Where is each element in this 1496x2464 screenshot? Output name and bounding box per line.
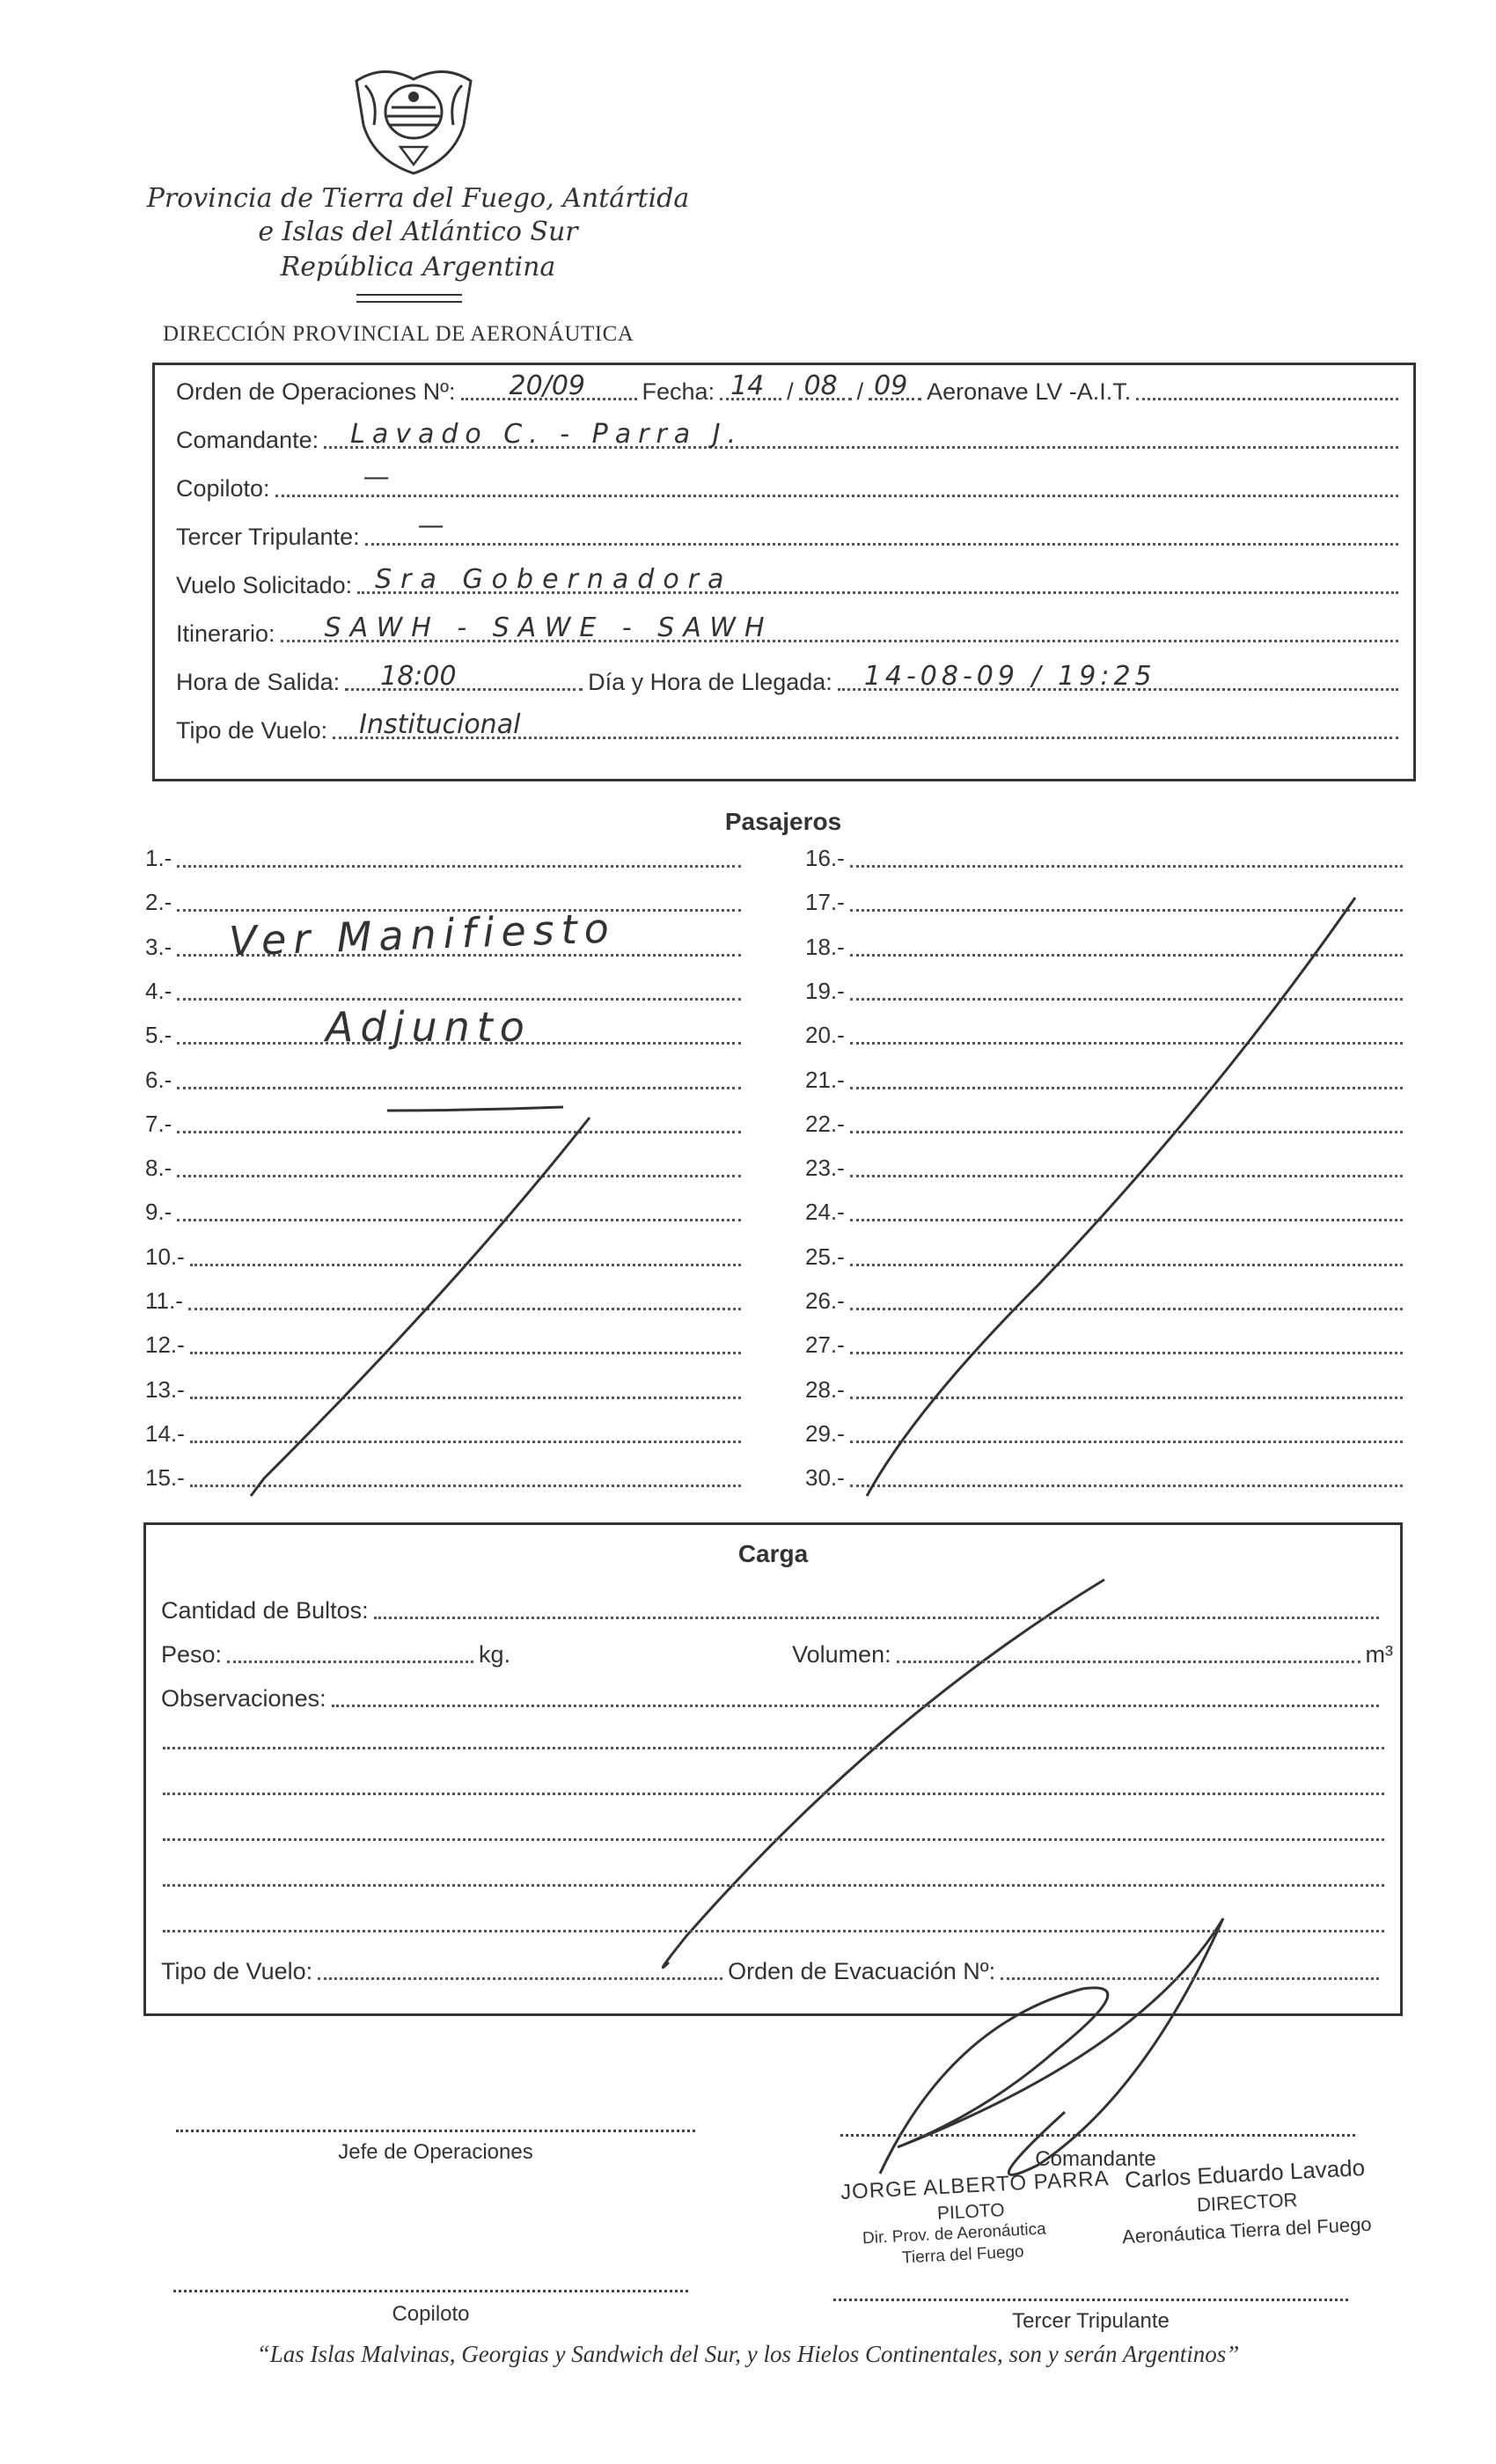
observaciones-label: Observaciones: <box>161 1685 326 1712</box>
observaciones-row <box>161 1681 1384 1712</box>
passenger-number: 2.- <box>145 889 172 916</box>
passenger-name-line <box>190 1485 741 1487</box>
orden-value: 20/09 <box>509 370 585 401</box>
comandante-signature-line <box>840 2134 1355 2137</box>
header-rule <box>356 301 462 303</box>
stamp-director-org: Aeronáutica Tierra del Fuego <box>1121 2212 1373 2248</box>
passenger-name-line <box>177 1131 741 1133</box>
peso-unit: kg. <box>479 1641 511 1668</box>
passenger-row <box>805 1331 1408 1359</box>
vuelo-value: Sra Gobernadora <box>375 564 733 595</box>
province-line-1: Provincia de Tierra del Fuego, Antártida <box>146 183 690 214</box>
passenger-name-line <box>850 909 1403 912</box>
tercer-signature-line <box>833 2299 1348 2301</box>
passenger-row <box>145 978 746 1005</box>
passenger-row <box>145 1287 746 1315</box>
passenger-name-line <box>850 1219 1403 1221</box>
passenger-row <box>805 1067 1408 1094</box>
passenger-row <box>805 1199 1408 1226</box>
passenger-row <box>145 1420 746 1448</box>
passenger-name-line <box>188 1308 741 1310</box>
passenger-row <box>805 934 1408 961</box>
itinerario-label: Itinerario: <box>176 620 275 647</box>
itinerario-row <box>176 612 1404 648</box>
passenger-number: 8.- <box>145 1155 172 1182</box>
passenger-name-line <box>850 1264 1403 1266</box>
stamp-director-name: Carlos Eduardo Lavado <box>1124 2153 1366 2194</box>
passenger-name-line <box>177 1087 741 1089</box>
passenger-name-line <box>190 1397 741 1399</box>
volumen-unit: m³ <box>1365 1641 1393 1668</box>
stamp-piloto-name: JORGE ALBERTO PARRA <box>840 2167 1111 2204</box>
pasajeros-title: Pasajeros <box>724 808 842 835</box>
passenger-number: 15.- <box>145 1464 185 1492</box>
passenger-name-line <box>850 954 1403 957</box>
footer-motto: “Las Islas Malvinas, Georgias y Sandwich del Sur, y los Hielos Continentales, son y serán Argentinos” <box>256 2341 1240 2367</box>
peso-volumen-row <box>161 1637 1393 1668</box>
passenger-number: 6.- <box>145 1066 172 1093</box>
comandante-label: Comandante <box>1035 2147 1156 2171</box>
tipo-vuelo-value: Institucional <box>359 709 521 740</box>
evac-label: Orden de Evacuación Nº: <box>728 1958 996 1984</box>
passenger-number: 25.- <box>805 1243 845 1270</box>
passenger-row <box>805 1376 1408 1404</box>
aeronave-label: Aeronave LV -A.I.T. <box>927 378 1132 405</box>
passenger-name-line <box>190 1352 741 1354</box>
copiloto-label: Copiloto <box>392 2302 470 2326</box>
passenger-row <box>145 1376 746 1404</box>
passenger-number: 20.- <box>805 1022 845 1049</box>
horas-row <box>176 661 1404 696</box>
passenger-row <box>805 1287 1408 1315</box>
stamp-piloto-org2: Tierra del Fuego <box>901 2242 1025 2268</box>
passenger-name-line <box>177 1175 741 1177</box>
coat-of-arms-seal <box>348 63 480 178</box>
passenger-row <box>805 1243 1408 1271</box>
stamp-director-role: DIRECTOR <box>1196 2189 1299 2216</box>
passenger-number: 19.- <box>805 977 845 1004</box>
passenger-number: 30.- <box>805 1464 845 1492</box>
passenger-name-line <box>850 1087 1403 1089</box>
comandante-value: Lavado C. - Parra J. <box>350 419 744 450</box>
passenger-number: 16.- <box>805 845 845 871</box>
province-line-2: e Islas del Atlántico Sur <box>258 216 578 247</box>
passenger-row <box>145 1111 746 1138</box>
passenger-name-line <box>850 1308 1403 1310</box>
passenger-row <box>805 1464 1408 1492</box>
passenger-name-line <box>850 1441 1403 1443</box>
passenger-note-line1: Ver Manifiesto <box>228 904 617 965</box>
comandante-label: Comandante: <box>176 427 319 453</box>
vuelo-row <box>176 564 1404 599</box>
passenger-number: 13.- <box>145 1375 185 1403</box>
passenger-row <box>805 1155 1408 1182</box>
copiloto-signature-line <box>173 2290 688 2292</box>
carga-tipo-label: Tipo de Vuelo: <box>161 1958 313 1984</box>
passenger-number: 29.- <box>805 1419 845 1447</box>
passenger-row <box>145 1067 746 1094</box>
passenger-number: 24.- <box>805 1199 845 1226</box>
tercer-row <box>176 510 1404 551</box>
passenger-name-line <box>850 998 1403 1001</box>
llegada-value: 14-08-09 / 19:25 <box>863 661 1156 692</box>
tipo-vuelo-label: Tipo de Vuelo: <box>176 717 328 744</box>
tercer-label: Tercer Tripulante <box>1012 2309 1170 2333</box>
passenger-row <box>805 1022 1408 1049</box>
passenger-row <box>805 845 1408 872</box>
tipo-evac-row <box>161 1954 1384 1985</box>
header-rule <box>356 294 462 296</box>
passenger-number: 11.- <box>145 1287 183 1314</box>
passenger-number: 9.- <box>145 1199 172 1226</box>
fecha-year: 09 <box>874 370 908 401</box>
passenger-row <box>805 1111 1408 1138</box>
fecha-label: Fecha: <box>642 378 715 405</box>
passenger-number: 18.- <box>805 933 845 960</box>
department-title: DIRECCIÓN PROVINCIAL DE AERONÁUTICA <box>163 322 634 346</box>
bultos-row <box>161 1593 1384 1624</box>
passenger-row <box>145 1464 746 1492</box>
passenger-number: 10.- <box>145 1243 185 1270</box>
province-line-3: República Argentina <box>280 252 556 282</box>
peso-label: Peso: <box>161 1641 223 1668</box>
copiloto-row <box>176 462 1404 502</box>
passenger-name-line <box>850 1131 1403 1133</box>
passenger-name-line <box>850 1485 1403 1487</box>
passenger-name-line <box>850 1352 1403 1354</box>
passenger-row <box>805 889 1408 916</box>
passenger-name-line <box>177 998 741 1001</box>
jefe-label: Jefe de Operaciones <box>338 2140 533 2164</box>
passenger-name-line <box>850 1397 1403 1399</box>
passenger-number: 4.- <box>145 977 172 1004</box>
passenger-number: 7.- <box>145 1110 172 1137</box>
passenger-number: 14.- <box>145 1419 185 1447</box>
tercer-value: — <box>417 510 444 541</box>
passenger-number: 1.- <box>145 845 172 871</box>
tercer-label: Tercer Tripulante: <box>176 524 360 550</box>
observaciones-line <box>163 1884 1384 1887</box>
observaciones-line <box>163 1930 1384 1932</box>
passenger-number: 23.- <box>805 1155 845 1182</box>
passenger-number: 12.- <box>145 1331 185 1359</box>
llegada-label: Día y Hora de Llegada: <box>588 669 832 695</box>
comandante-row <box>176 419 1404 454</box>
passenger-row <box>145 1331 746 1359</box>
passenger-number: 3.- <box>145 933 172 960</box>
passenger-name-line <box>850 1175 1403 1177</box>
stamp-piloto-role: PILOTO <box>936 2200 1006 2224</box>
copiloto-value: — <box>363 462 390 493</box>
salida-label: Hora de Salida: <box>176 669 341 695</box>
itinerario-value: SAWH - SAWE - SAWH <box>324 612 774 643</box>
bultos-label: Cantidad de Bultos: <box>161 1597 369 1624</box>
passenger-name-line <box>850 865 1403 868</box>
passenger-name-line <box>850 1042 1403 1045</box>
passenger-row <box>145 845 746 872</box>
passenger-number: 5.- <box>145 1022 172 1049</box>
orden-label: Orden de Operaciones Nº: <box>176 378 456 405</box>
passenger-name-line <box>177 1219 741 1221</box>
fecha-day: 14 <box>730 370 765 401</box>
passenger-row <box>805 1420 1408 1448</box>
fecha-month: 08 <box>803 370 838 401</box>
observaciones-line <box>163 1747 1384 1749</box>
passenger-row <box>805 978 1408 1005</box>
stamp-piloto-org1: Dir. Prov. de Aeronáutica <box>862 2219 1047 2248</box>
carga-title: Carga <box>737 1540 809 1567</box>
passenger-name-line <box>177 865 741 868</box>
passenger-name-line <box>190 1441 741 1443</box>
passenger-name-line <box>190 1264 741 1266</box>
passenger-number: 21.- <box>805 1066 845 1093</box>
passenger-number: 27.- <box>805 1331 845 1359</box>
passenger-number: 17.- <box>805 889 845 916</box>
salida-value: 18:00 <box>380 661 457 692</box>
passenger-number: 22.- <box>805 1110 845 1137</box>
passenger-row <box>145 1243 746 1271</box>
vuelo-label: Vuelo Solicitado: <box>176 572 353 598</box>
passenger-number: 28.- <box>805 1375 845 1403</box>
observaciones-line <box>163 1838 1384 1841</box>
jefe-signature-line <box>176 2130 695 2132</box>
passenger-number: 26.- <box>805 1287 845 1314</box>
tipo-vuelo-row <box>176 709 1404 744</box>
passenger-row <box>145 1155 746 1182</box>
copiloto-label: Copiloto: <box>176 475 270 502</box>
observaciones-line <box>163 1793 1384 1795</box>
orden-row: Orden de Operaciones Nº: 20/09 Fecha: 14 / 08 / 09 Aeronave LV -A.I.T. <box>176 374 1404 406</box>
passenger-row <box>145 1199 746 1226</box>
passenger-note-line2: Adjunto <box>326 1003 532 1051</box>
volumen-label: Volumen: <box>792 1641 891 1668</box>
